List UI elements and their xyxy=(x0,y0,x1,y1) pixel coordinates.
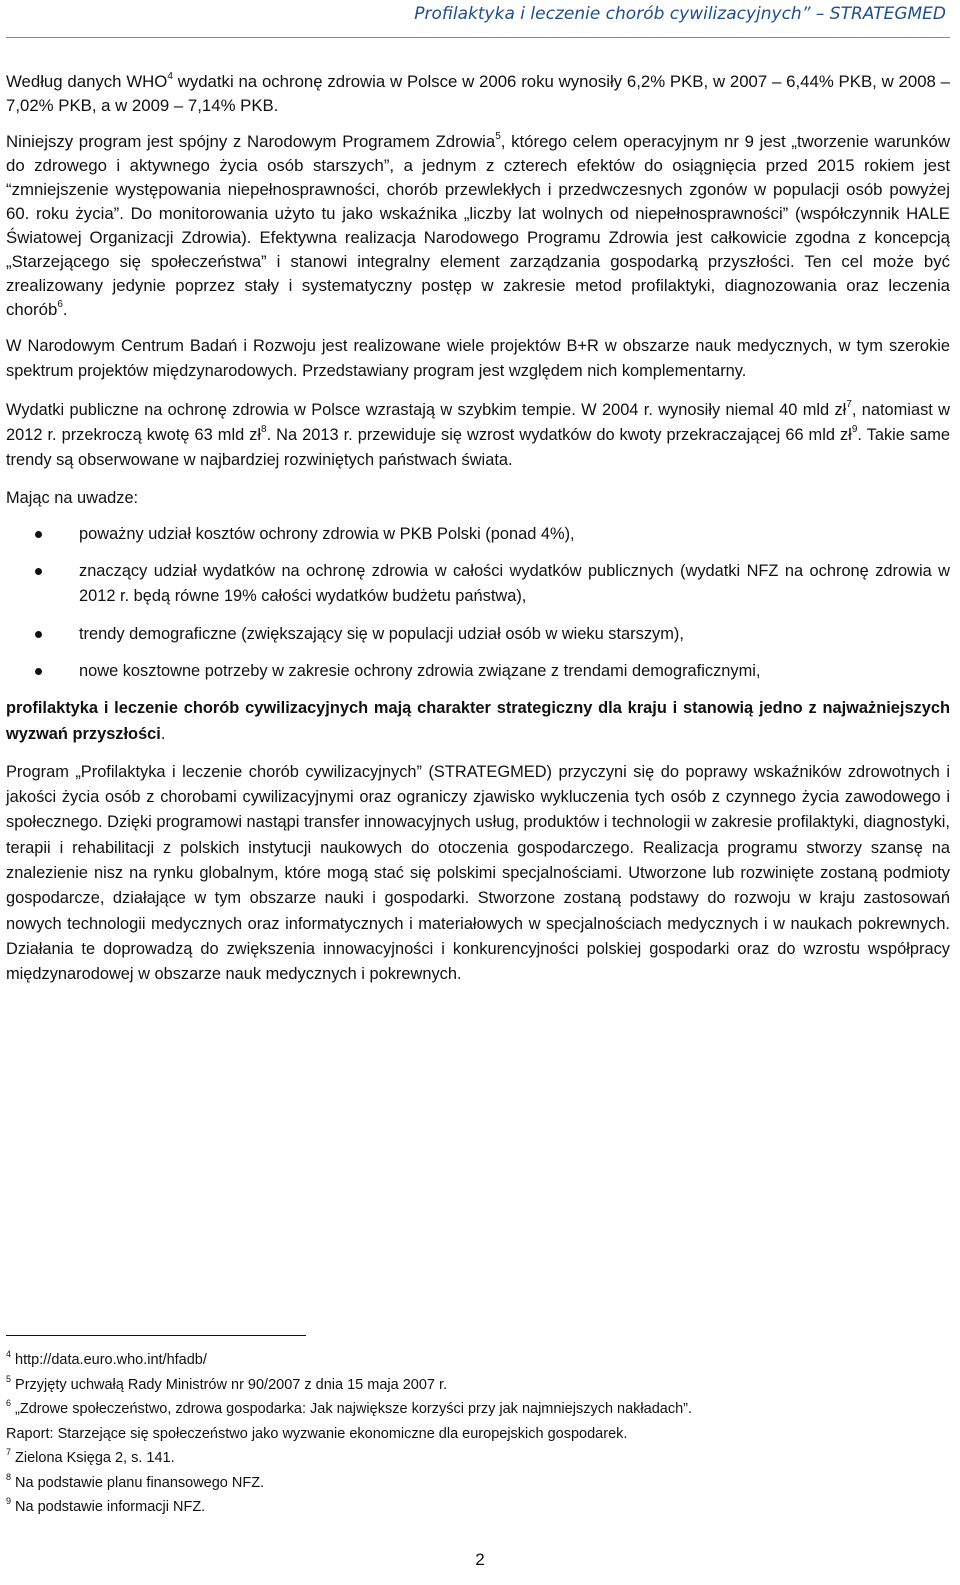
conclusion-bold: profilaktyka i leczenie chorób cywilizacyjnych mają charakter strategiczny dla kraju i stanowią jedno z najważniejszych wyzwań przyszłości xyxy=(6,699,950,743)
footnote-6-continued: Raport: Starzejące się społeczeństwo jako wyzwanie ekonomiczne dla europejskich gospodarek. xyxy=(6,1425,628,1442)
intro-text-a: Według danych WHO xyxy=(6,72,168,91)
body-text xyxy=(6,70,950,1001)
footnote-ref-9: 9 xyxy=(851,424,858,436)
header-rule xyxy=(6,37,950,38)
considerations-list xyxy=(6,522,950,684)
ncbr-paragraph: W Narodowym Centrum Badań i Rozwoju jest realizowane wiele projektów B+R w obszarze nauk medycznych, w tym szerokie spektrum projektów międzynarodowych. Przedstawiany program jest względem nich komplementarny. xyxy=(6,337,950,381)
considering-label: Mając na uwadze: xyxy=(6,489,139,508)
conclusion-end: . xyxy=(160,724,166,743)
page-number: 2 xyxy=(475,1550,485,1569)
intro-text-b: wydatki na ochronę zdrowia w Polsce w 2006 roku wynosiły 6,2% PKB, w 2007 – 6,44% PKB, w 2008 – 7,02% PKB, a w 2009 – 7,14% PKB. xyxy=(6,72,951,115)
list-item: znaczący udział wydatków na ochronę zdrowia w całości wydatków publicznych (wydatki NFZ na ochronę zdrowia w 2012 r. będą równe 19% całości wydatków budżetu państwa), xyxy=(6,559,950,610)
program-paragraph: Program „Profilaktyka i leczenie chorób cywilizacyjnych” (STRATEGMED) przyczyni się do poprawy wskaźników zdrowotnych i jakości życia osób z chorobami cywilizacyjnymi oraz ograniczy zjawisko wykluczenia tych osób z czynnego życia zawodowego i społecznego. Dzięki programowi nastąpi transfer innowacyjnych usług, produktów i technologii w zakresie profilaktyki, diagnostyki, terapii i rehabilitacji z polskich instytucji naukowych do otoczenia gospodarczego. Realizacja programu stworzy szansę na znalezienie nisz na rynku globalnym, które mogą stać się polskimi specjalnościami. Utworzone lub rozwinięte zostaną podmioty gospodarcze, działające w tym obszarze nauki i gospodarki. Stworzone zostaną podstawy do rozwoju w kraju zastosowań nowych technologii medycznych oraz informatycznych i materiałowych w specjalnościach medycznych i w naukach pokrewnych. Działania te doprowadzą do zwiększenia innowacyjności i konkurencyjności polskiej gospodarki oraz do wzrostu współpracy międzynarodowej w obszarze nauk medycznych i pokrewnych. xyxy=(6,762,950,984)
footnote-4: $^4$ http://data.euro.who.int/hfadb/ xyxy=(6,1349,207,1368)
conclusion-paragraph xyxy=(6,696,950,747)
expenditure-text-b: , natomiast w 2012 r. przekroczą kwotę 63 mld zł xyxy=(6,400,950,444)
footnotes xyxy=(6,1335,950,1520)
list-item: nowe kosztowne potrzeby w zakresie ochrony zdrowia związane z trendami demograficznymi, xyxy=(6,659,950,684)
expenditure-text-d: . Takie same trendy są obserwowane w najbardziej rozwiniętych państwach świata. xyxy=(6,425,950,470)
list-item: trendy demograficzne (zwiększający się w populacji udział osób w wieku starszym), xyxy=(6,622,950,647)
footnote-ref-5: 5 xyxy=(495,131,501,143)
npz-text-b: , którego celem operacyjnym nr 9 jest „tworzenie warunków do zdrowego i aktywnego życia osób starszych”, a jednym z czterech efektów do osiągnięcia przed 2015 rokiem jest “zmniejszenie występowania niepełnosprawności, chorób przewlekłych i przedwczesnych zgonów w populacji osób powyżej 60. roku życia”. Do monitorowania użyto tu jako wskaźnika „liczby lat wolnych od niepełnosprawności” (współczynnik HALE Światowej Organizacji Zdrowia). Efektywna realizacja Narodowego Programu Zdrowia jest całkowicie zgodna z koncepcją „Starzejącego się społeczeństwa” i stanowi integralny element zarządzania gospodarką przyszłości. Ten cel może być zrealizowany jedynie poprzez stały i systematyczny postęp w zakresie metod profilaktyki, diagnozowania oraz leczenia chorób xyxy=(6,132,951,319)
footnote-ref-4: 4 xyxy=(167,71,173,83)
footnote-8: $^8$ Na podstawie planu finansowego NFZ. xyxy=(6,1471,265,1491)
footnote-ref-6: 6 xyxy=(57,299,63,311)
footnote-ref-8: 8 xyxy=(261,424,267,436)
npz-paragraph xyxy=(6,130,950,322)
footnote-7: $^7$ Zielona Księga 2, s. 141. xyxy=(6,1447,175,1466)
list-item: poważny udział kosztów ochrony zdrowia w PKB Polski (ponad 4%), xyxy=(6,522,950,547)
footnote-6: $^6$ „Zdrowe społeczeństwo, zdrowa gospodarka: Jak największe korzyści przy jak najmniejszych nakładach”. xyxy=(6,1398,692,1417)
expenditure-paragraph xyxy=(6,398,950,474)
running-header: Profilaktyka i leczenie chorób cywilizacyjnych” – STRATEGMED xyxy=(414,4,946,24)
expenditure-text-c: . Na 2013 r. przewiduje się wzrost wydatków do kwoty przekraczającej 66 mld zł xyxy=(266,425,852,444)
footnote-5: $^5$ Przyjęty uchwałą Rady Ministrów nr 90/2007 z dnia 15 maja 2007 r. xyxy=(6,1373,448,1393)
expenditure-text-a: Wydatki publiczne na ochronę zdrowia w Polsce wzrastają w szybkim tempie. W 2004 r. wynosiły niemal 40 mld zł xyxy=(6,400,847,419)
footnote-ref-7: 7 xyxy=(846,399,852,411)
npz-text-c: . xyxy=(62,300,68,319)
footnote-9: $^9$ Na podstawie informacji NFZ. xyxy=(6,1496,206,1515)
footnote-separator xyxy=(6,1335,306,1336)
npz-text-a: Niniejszy program jest spójny z Narodowym Programem Zdrowia xyxy=(6,132,496,151)
intro-paragraph xyxy=(6,70,950,118)
